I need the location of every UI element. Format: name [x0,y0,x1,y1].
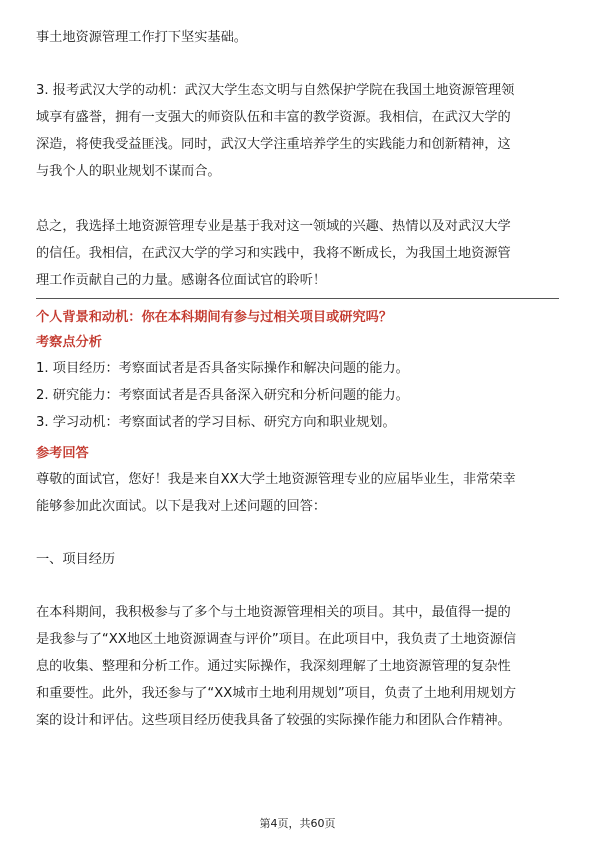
page-content [36,0,559,734]
text-line: 深造，将使我受益匪浅。同时，武汉大学注重培养学生的实践能力和创新精神，这 [36,137,511,152]
analysis-heading: 考察点分析 [36,335,102,350]
list-item: 3. 学习动机：考察面试者的学习目标、研究方向和职业规划。 [36,415,396,430]
text-line: 尊敬的面试官，您好！我是来自XX大学土地资源管理专业的应届毕业生，非常荣幸 [36,472,516,487]
text-line: 事土地资源管理工作打下坚实基础。 [36,30,247,45]
text-line: 是我参与了“XX地区土地资源调查与评价”项目。在此项目中，我负责了土地资源信 [36,632,517,647]
text-line: 与我个人的职业规划不谋而合。 [36,164,221,179]
answer-heading: 参考回答 [36,446,89,461]
page-number: 第4页，共60页 [259,817,336,830]
section-divider [36,298,559,299]
text-line: 和重要性。此外，我还参与了“XX城市土地利用规划”项目，负责了土地利用规划方 [36,686,517,701]
text-line: 3. 报考武汉大学的动机：武汉大学生态文明与自然保护学院在我国土地资源管理领 [36,83,515,98]
text-line: 理工作贡献自己的力量。感谢各位面试官的聆听！ [36,273,327,288]
section-heading: 一、项目经历 [36,552,116,567]
project-paragraph [36,599,559,734]
analysis-list [36,355,559,436]
text-line: 案的设计和评估。这些项目经历使我具备了较强的实际操作能力和团队合作精神。 [36,713,511,728]
text-line: 能够参加此次面试。以下是我对上述问题的回答： [36,499,327,514]
list-item: 1. 项目经历：考察面试者是否具备实际操作和解决问题的能力。 [36,361,409,376]
text-line: 总之，我选择土地资源管理专业是基于我对这一领域的兴趣、热情以及对武汉大学 [36,219,511,234]
answer-intro [36,466,559,520]
motivation-paragraph [36,77,559,185]
list-item: 2. 研究能力：考察面试者是否具备深入研究和分析问题的能力。 [36,388,409,403]
text-line: 息的收集、整理和分析工作。通过实际操作，我深刻理解了土地资源管理的复杂性 [36,659,511,674]
summary-paragraph [36,213,559,294]
text-line: 域享有盛誉，拥有一支强大的师资队伍和丰富的教学资源。我相信，在武汉大学的 [36,110,511,125]
question-title: 个人背景和动机：你在本科期间有参与过相关项目或研究吗？ [36,310,393,325]
text-line: 的信任。我相信，在武汉大学的学习和实践中，我将不断成长，为我国土地资源管 [36,246,511,261]
text-line: 在本科期间，我积极参与了多个与土地资源管理相关的项目。其中，最值得一提的 [36,605,511,620]
